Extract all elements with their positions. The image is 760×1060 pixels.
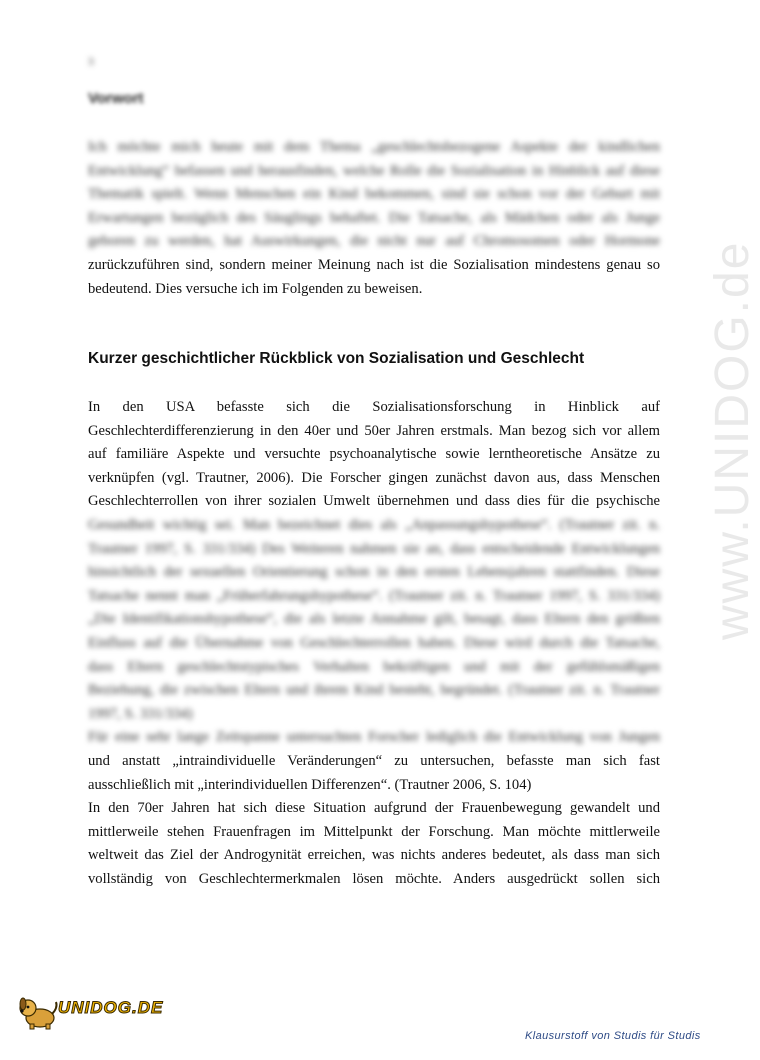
blurred-heading: Vorwort [88, 90, 144, 107]
text-line: auf familiäre Aspekte und versuchte psychoanalytische sowie lerntheoretische Ansätze zu [88, 446, 660, 463]
text-line: weltweit das Ziel der Androgynität erreichen, was nichts anderes bedeutet, als dass man sich [88, 847, 660, 864]
text-line: Tatsache nennt man „Früherfahrungshypothese“. (Trautner zit. n. Trautner 1997, S. 331/334) [88, 587, 660, 604]
dog-mascot-icon [16, 994, 60, 1030]
text-line: zurückzuführen sind, sondern meiner Meinung nach ist die Sozialisation mindestens genau so [88, 256, 660, 273]
text-line: bedeutend. Dies versuche ich im Folgenden zu beweisen. [88, 280, 423, 297]
text-line: 1997, S. 331/334) [88, 705, 193, 722]
page-number: 3 [88, 56, 94, 68]
text-line: vollständig von Geschlechtermerkmalen lösen möchte. Anders ausgedrückt sollen sich [88, 870, 660, 887]
text-line: Für eine sehr lange Zeitspanne untersuchten Forscher lediglich die Entwicklung von Jungen [88, 729, 660, 746]
text-line: Thematik spielt. Wenn Menschen ein Kind bekommen, sind sie schon vor der Geburt mit [88, 186, 660, 203]
intro-paragraph [88, 136, 660, 301]
text-line: Geschlechterrollen von ihrer sozialen Umwelt übernehmen und dass dies für die psychische [88, 493, 660, 510]
text-line: verknüpfen (vgl. Trautner, 2006). Die Forscher gingen zunächst davon aus, dass Menschen [88, 469, 660, 486]
text-line: Geschlechterdifferenzierung in den 40er und 50er Jahren erstmals. Man bezog sich vor allem [88, 422, 660, 439]
text-line: ausschließlich mit „interindividuellen Differenzen“. (Trautner 2006, S. 104) [88, 776, 532, 793]
text-line: Entwicklung“ befassen und herausfinden, welche Rolle die Sozialisation in Hinblick auf diese [88, 162, 660, 179]
text-line: Beziehung, die zwischen Eltern und ihrem Kind besteht, begründet. (Trautner zit. n. Trautner [88, 682, 660, 699]
footer-tagline: Klausurstoff von Studis für Studis [525, 1030, 701, 1042]
text-line: hinsichtlich der sexuellen Orientierung schon in den ersten Lebensjahren stattfinden. Diese [88, 564, 660, 581]
text-line: In den USA befasste sich die Sozialisationsforschung in Hinblick auf [88, 399, 660, 415]
text-line: Erwartungen bezüglich des Säuglings behaftet. Die Tatsache, als Mädchen oder als Junge [88, 209, 660, 226]
text-line: und anstatt „intraindividuelle Veränderungen“ zu untersuchen, befasste man sich fast [88, 752, 660, 769]
watermark: www.UNIDOG.de [706, 240, 759, 640]
text-line: „Die Identifikationshypothese“, die als letzte Annahme gilt, besagt, dass Eltern den größten [88, 611, 660, 628]
text-line: In den 70er Jahren hat sich diese Situation aufgrund der Frauenbewegung gewandelt und [88, 800, 660, 817]
section-heading: Kurzer geschichtlicher Rückblick von Sozialisation und Geschlecht [88, 350, 585, 367]
text-line: Trautner 1997, S. 331/334) Des Weiteren nahmen sie an, dass entscheidende Entwicklungen [88, 540, 660, 557]
text-line: Gesundheit wichtig sei. Man bezeichnet dies als „Anpassungshypothese“. (Trautner zit. n. [88, 516, 660, 533]
text-line: geboren zu werden, hat Auswirkungen, die nicht nur auf Chromosomen oder Hormone [88, 233, 660, 250]
text-line: Ich möchte mich heute mit dem Thema „geschlechtsbezogene Aspekte der kindlichen [88, 139, 660, 155]
logo-text: UNIDOG.DE [58, 998, 164, 1017]
text-line: mittlerweile stehen Frauenfragen im Mittelpunkt der Forschung. Man möchte mittlerweile [88, 823, 660, 840]
text-line: Einfluss auf die Übernahme von Geschlechterrollen haben. Diese wird durch die Tatsache, [88, 634, 660, 651]
body-paragraph [88, 396, 660, 891]
text-line: dass Eltern geschlechtstypisches Verhalten bekräftigen und mit der gefühlsmäßigen [88, 658, 660, 675]
unidog-logo[interactable] [10, 992, 170, 1032]
